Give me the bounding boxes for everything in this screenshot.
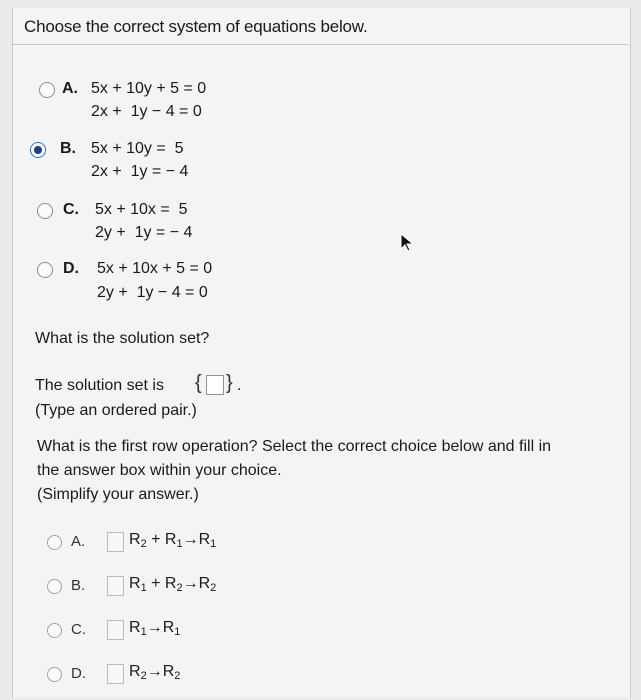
solution-set-hint: (Type an ordered pair.) (35, 402, 197, 419)
solution-set-prompt: What is the solution set? (35, 330, 210, 347)
system-option-d-eq2: 2y + 1y − 4 = 0 (97, 284, 208, 301)
row-op-option-a-letter: A. (71, 533, 86, 550)
row-op-option-b-letter: B. (71, 577, 86, 594)
system-option-c-letter: C. (63, 201, 79, 218)
system-option-c-eq1: 5x + 10x = 5 (95, 201, 188, 218)
system-option-a-eq2: 2x + 1y − 4 = 0 (91, 103, 202, 120)
row-op-option-d-letter: D. (71, 665, 86, 682)
row-op-option-a-radio[interactable] (47, 535, 62, 550)
row-op-option-b-expression: $R_1 + R_2\to R_2$ (129, 575, 217, 594)
system-option-c-radio[interactable] (37, 203, 53, 219)
row-op-option-b-answer-box[interactable] (107, 576, 124, 596)
row-op-option-d-answer-box[interactable] (107, 664, 124, 684)
system-option-a-radio[interactable] (39, 82, 55, 98)
row-op-option-c-expression: $R_1\to R_1$ (129, 619, 181, 638)
solution-set-answer-box[interactable] (206, 375, 224, 395)
system-option-b-radio[interactable] (30, 142, 46, 158)
system-option-b-eq2: 2x + 1y = − 4 (91, 163, 189, 180)
row-op-option-c-letter: C. (71, 621, 86, 638)
system-option-c-eq2: 2y + 1y = − 4 (95, 224, 193, 241)
row-op-option-c-radio[interactable] (47, 623, 62, 638)
row-operation-prompt-line1: What is the first row operation? Select the correct choice below and fill in (37, 438, 552, 455)
row-op-option-c-answer-box[interactable] (107, 620, 124, 640)
row-op-option-d-radio[interactable] (47, 667, 62, 682)
left-brace: { (195, 372, 202, 394)
system-option-d-letter: D. (63, 260, 79, 277)
row-op-option-a-answer-box[interactable] (107, 532, 124, 552)
system-option-a-eq1: 5x + 10y + 5 = 0 (91, 80, 207, 97)
question-title: Choose the correct system of equations below. (24, 17, 368, 36)
row-operation-prompt-line3: (Simplify your answer.) (37, 486, 199, 503)
system-option-b-letter: B. (60, 140, 76, 157)
system-option-d-radio[interactable] (37, 262, 53, 278)
row-op-option-a-expression: $R_2 + R_1\to R_1$ (129, 531, 217, 550)
row-operation-prompt-line2: the answer box within your choice. (37, 462, 282, 479)
solution-set-period: . (237, 377, 242, 394)
mouse-cursor-icon (400, 233, 416, 253)
solution-set-label: The solution set is (35, 377, 164, 394)
system-option-b-eq1: 5x + 10y = 5 (91, 140, 184, 157)
title-divider (12, 44, 629, 45)
row-op-option-b-radio[interactable] (47, 579, 62, 594)
right-brace: } (226, 372, 233, 394)
system-option-d-eq1: 5x + 10x + 5 = 0 (97, 260, 213, 277)
row-op-option-d-expression: $R_2\to R_2$ (129, 663, 181, 682)
system-option-a-letter: A. (62, 80, 78, 97)
